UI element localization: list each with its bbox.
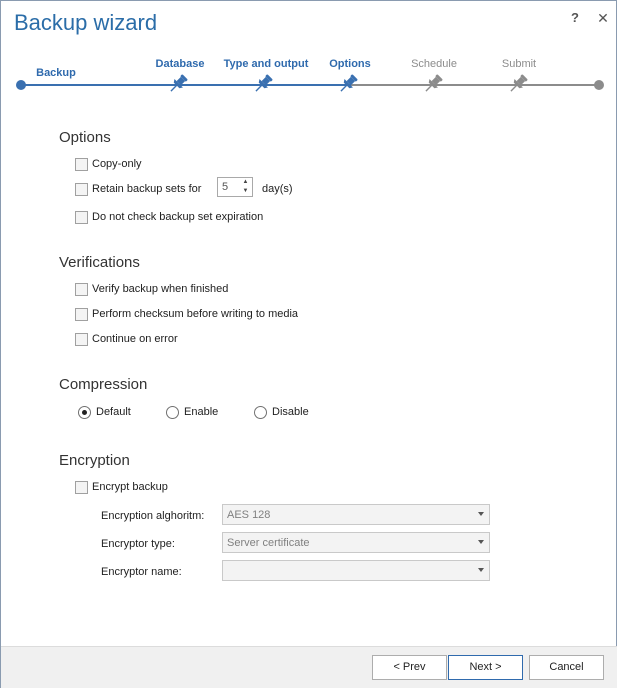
encryptor-type-value: Server certificate: [227, 537, 310, 549]
encryption-algorithm-label: Encryption alghoritm:: [101, 510, 205, 522]
retain-days-spinner[interactable]: [217, 177, 253, 197]
spinner-arrows-icon[interactable]: ▲ ▼: [242, 179, 249, 194]
compression-default-option[interactable]: [78, 404, 131, 420]
no-expiration-check-row[interactable]: [75, 209, 263, 225]
checksum-checkbox[interactable]: [75, 308, 88, 321]
no-expiration-checkbox[interactable]: [75, 211, 88, 224]
continue-on-error-checkbox[interactable]: [75, 333, 88, 346]
encryptor-name-select[interactable]: [222, 560, 490, 581]
pin-icon: [337, 73, 359, 95]
retain-days-value[interactable]: 5: [222, 181, 229, 193]
compression-default-label: Default: [96, 406, 131, 418]
stepper-track-remaining: [351, 84, 599, 86]
encrypt-backup-label: Encrypt backup: [92, 481, 168, 493]
step-database[interactable]: Database: [155, 58, 205, 70]
verify-when-finished-checkbox[interactable]: [75, 283, 88, 296]
options-section-title: Options: [59, 129, 111, 146]
encrypt-backup-checkbox[interactable]: [75, 481, 88, 494]
retain-backup-label: Retain backup sets for: [92, 183, 202, 195]
compression-disable-option[interactable]: [254, 404, 309, 420]
retain-backup-checkbox-row[interactable]: [75, 181, 201, 197]
step-submit[interactable]: Submit: [501, 58, 537, 70]
encryption-section-title: Encryption: [59, 452, 130, 469]
compression-enable-option[interactable]: [166, 404, 218, 420]
chevron-down-icon: [478, 540, 484, 544]
verify-when-finished-label: Verify backup when finished: [92, 283, 229, 295]
retain-days-unit: day(s): [262, 183, 293, 195]
next-button[interactable]: Next >: [448, 655, 523, 680]
continue-on-error-row[interactable]: [75, 331, 178, 347]
encrypt-backup-row[interactable]: [75, 479, 168, 495]
pin-icon: [252, 73, 274, 95]
encryptor-type-label: Encryptor type:: [101, 538, 175, 550]
retain-backup-checkbox[interactable]: [75, 183, 88, 196]
copy-only-checkbox[interactable]: [75, 158, 88, 171]
close-button[interactable]: ✕: [597, 10, 609, 26]
help-button[interactable]: ?: [571, 10, 579, 25]
compression-section-title: Compression: [59, 376, 148, 393]
compression-enable-label: Enable: [184, 406, 219, 418]
chevron-down-icon: [478, 512, 484, 516]
stepper-end-dot: [594, 80, 604, 90]
pin-icon: [422, 73, 444, 95]
continue-on-error-label: Continue on error: [92, 333, 178, 345]
encryption-algorithm-select[interactable]: [222, 504, 490, 525]
copy-only-checkbox-row[interactable]: [75, 156, 142, 172]
compression-disable-radio[interactable]: [254, 406, 267, 419]
verify-when-finished-row[interactable]: [75, 281, 228, 297]
prev-button[interactable]: < Prev: [372, 655, 447, 680]
encryptor-name-label: Encryptor name:: [101, 566, 182, 578]
chevron-down-icon: [478, 568, 484, 572]
wizard-stepper: [1, 53, 617, 97]
verifications-section-title: Verifications: [59, 254, 140, 271]
compression-enable-radio[interactable]: [166, 406, 179, 419]
checksum-row[interactable]: [75, 306, 298, 322]
copy-only-label: Copy-only: [92, 158, 142, 170]
step-options[interactable]: Options: [329, 58, 371, 70]
cancel-button[interactable]: Cancel: [529, 655, 604, 680]
stepper-start-dot: [16, 80, 26, 90]
pin-icon: [507, 73, 529, 95]
step-schedule[interactable]: Schedule: [411, 58, 457, 70]
no-expiration-label: Do not check backup set expiration: [92, 211, 264, 223]
step-type-and-output[interactable]: Type and output: [223, 58, 309, 70]
encryptor-type-select[interactable]: [222, 532, 490, 553]
step-backup[interactable]: Backup: [36, 67, 76, 79]
window-title: Backup wizard: [14, 10, 158, 35]
encryption-algorithm-value: AES 128: [227, 509, 271, 521]
checksum-label: Perform checksum before writing to media: [92, 308, 299, 320]
compression-default-radio[interactable]: [78, 406, 91, 419]
compression-disable-label: Disable: [272, 406, 309, 418]
pin-icon: [167, 73, 189, 95]
wizard-footer: [1, 646, 617, 688]
